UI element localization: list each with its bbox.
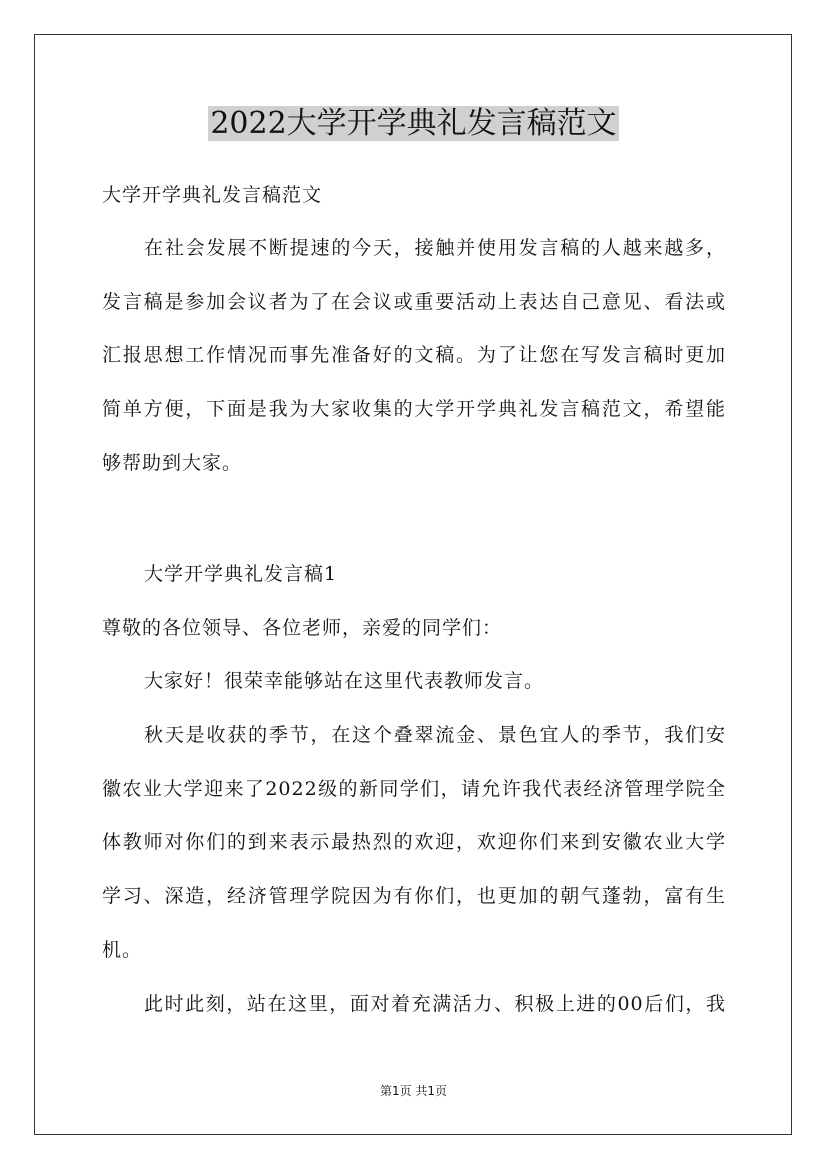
paragraph-line: 机。: [102, 939, 143, 961]
paragraph-line: 够帮助到大家。: [102, 452, 243, 474]
paragraph-line: 简单方便，下面是我为大家收集的大学开学典礼发言稿范文，希望能: [102, 398, 726, 420]
salutation: 尊敬的各位领导、各位老师，亲爱的同学们：: [102, 617, 503, 639]
document-title: [0, 104, 827, 144]
paragraph-line: 大家好！很荣幸能够站在这里代表教师发言。: [144, 670, 545, 692]
paragraph-line: 此时此刻，站在这里，面对着充满活力、积极上进的00后们，我: [144, 993, 726, 1015]
paragraph-line: 在社会发展不断提速的今天，接触并使用发言稿的人越来越多，: [144, 237, 726, 259]
paragraph-line: 汇报思想工作情况而事先准备好的文稿。为了让您在写发言稿时更加: [102, 344, 726, 366]
speech-heading: 大学开学典礼发言稿1: [144, 563, 338, 585]
document-title-text: 2022大学开学典礼发言稿范文: [210, 106, 617, 141]
paragraph-line: 体教师对你们的到来表示最热烈的欢迎，欢迎你们来到安徽农业大学: [102, 831, 726, 853]
paragraph-line: 徽农业大学迎来了2022级的新同学们，请允许我代表经济管理学院全: [102, 778, 726, 800]
section-heading: 大学开学典礼发言稿范文: [102, 184, 323, 206]
paragraph-line: 发言稿是参加会议者为了在会议或重要活动上表达自己意见、看法或: [102, 291, 726, 313]
paragraph-line: 秋天是收获的季节，在这个叠翠流金、景色宜人的季节，我们安: [144, 724, 726, 746]
page-footer: 第1页 共1页: [379, 1084, 448, 1098]
paragraph-line: 学习、深造，经济管理学院因为有你们，也更加的朝气蓬勃，富有生: [102, 885, 726, 907]
